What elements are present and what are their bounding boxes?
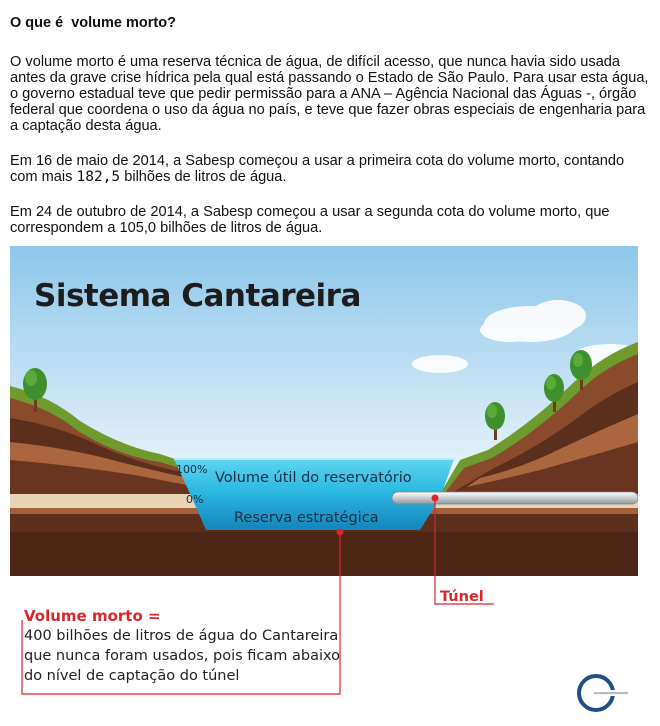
paragraph-first-quota-text: Em 16 de maio de 2014, a Sabesp começou a usar a primeira cota do volume morto, contando com mais bbox=[10, 153, 625, 185]
dead-volume-title: Volume morto = bbox=[24, 607, 161, 625]
cantareira-illustration bbox=[10, 246, 638, 576]
deep-soil bbox=[10, 532, 638, 576]
figure-title: Sistema Cantareira bbox=[34, 278, 361, 314]
paragraph-first-quota bbox=[10, 153, 650, 185]
paragraph-second-quota: Em 24 de outubro de 2014, a Sabesp começou a usar a segunda cota do volume morto, que correspondem a 105,0 bilhões de litros de água. bbox=[10, 204, 610, 236]
tunnel-pipe bbox=[392, 492, 638, 504]
strategic-reserve-label: Reserva estratégica bbox=[234, 510, 379, 526]
first-quota-value: 182,5 bbox=[76, 169, 121, 185]
useful-volume-label: Volume útil do reservatório bbox=[215, 470, 412, 486]
level-100-label: 100% bbox=[176, 463, 208, 476]
paragraph-intro: O volume morto é uma reserva técnica de água, de difícil acesso, que nunca havia sido usada antes da grave crise hídrica pela qual está passando o Estado de São Paulo. Para usar esta água, o governo estadual teve que pedir permissão para a ANA – Agência Nacional das Águas -, órgão federal que coordena o uso da água no país, e teve que fazer obras especiais de engenharia para a captação desta água. bbox=[10, 54, 649, 134]
level-0-label: 0% bbox=[186, 493, 204, 506]
page-heading: O que é volume morto? bbox=[10, 15, 176, 31]
circle-logo-icon bbox=[574, 668, 630, 718]
dead-volume-description: 400 bilhões de litros de água do Cantareira que nunca foram usados, pois ficam abaixo do nível de captação do túnel bbox=[24, 628, 340, 684]
tunnel-label: Túnel bbox=[440, 589, 484, 605]
paragraph-first-quota-tail: bilhões de litros de água. bbox=[120, 169, 287, 185]
